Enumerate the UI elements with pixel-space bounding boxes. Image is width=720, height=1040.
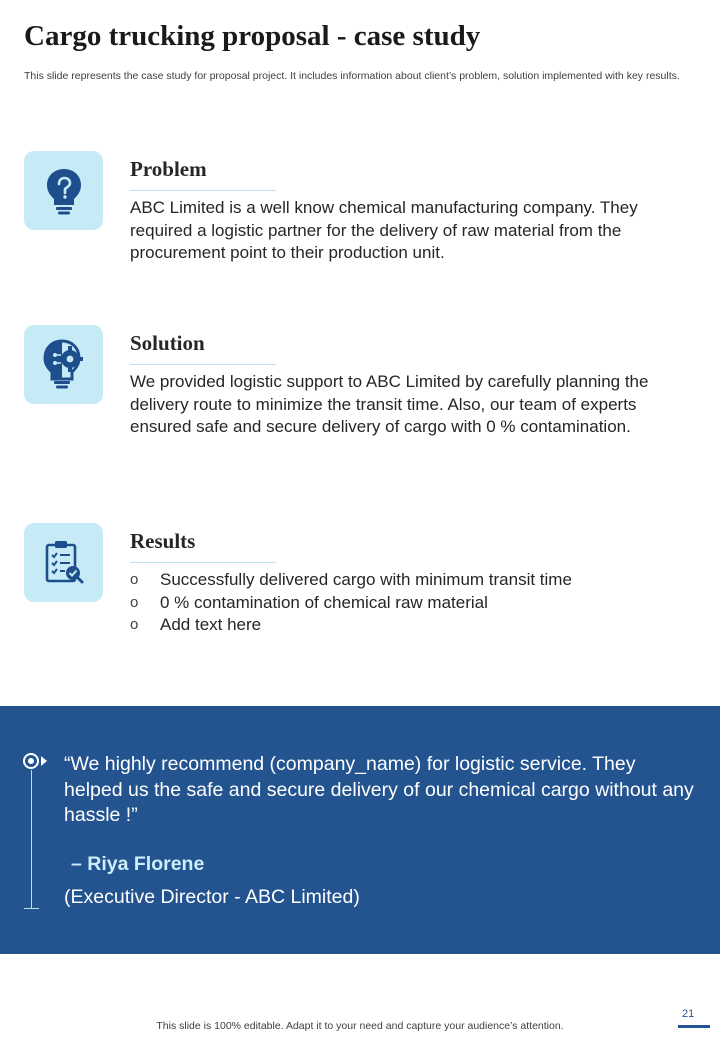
problem-heading: Problem [130, 157, 207, 181]
lightbulb-gear-icon [41, 337, 87, 393]
list-item [130, 569, 572, 592]
brain-question-icon [42, 165, 86, 217]
list-item-text: Successfully delivered cargo with minimum transit time [160, 570, 572, 589]
clipboard-check-icon [43, 539, 85, 587]
results-list [130, 569, 572, 637]
testimonial-panel [0, 706, 720, 954]
results-heading: Results [130, 529, 196, 553]
testimonial-quote: “We highly recommend (company_name) for logistic service. They helped us the safe and secure delivery of our chemical cargo without any hassle !” [64, 753, 694, 826]
footer-note: This slide is 100% editable. Adapt it to your need and capture your audience’s attention. [156, 1020, 564, 1032]
target-pointer-icon [22, 751, 52, 771]
list-item-text: 0 % contamination of chemical raw material [160, 592, 488, 612]
problem-text: ABC Limited is a well know chemical manufacturing company. They required a logistic partner for the delivery of raw material from the procurement point to their production unit. [130, 198, 638, 262]
results-icon-tile [24, 523, 103, 602]
testimonial-author: – Riya Florene [71, 853, 205, 875]
quote-line-base [24, 908, 39, 909]
list-item [130, 614, 572, 637]
page-subtitle: This slide represents the case study for proposal project. It includes information about client’s problem, solution implemented with key results. [24, 70, 680, 82]
bullet-marker: o [130, 571, 139, 588]
solution-text: We provided logistic support to ABC Limited by carefully planning the delivery route to minimize the transit time. Also, our team of experts ensured safe and secure delivery of cargo with 0 % contamination. [130, 372, 649, 436]
bullet-marker: o [130, 616, 139, 633]
results-divider [130, 562, 276, 563]
list-item-text: Add text here [160, 615, 262, 634]
solution-icon-tile [24, 325, 103, 404]
quote-vertical-line [31, 770, 32, 908]
problem-divider [130, 190, 276, 191]
solution-divider [130, 364, 276, 365]
testimonial-role: (Executive Director - ABC Limited) [64, 886, 360, 908]
solution-heading: Solution [130, 331, 205, 355]
problem-icon-tile [24, 151, 103, 230]
bullet-marker: o [130, 593, 139, 611]
list-item [130, 592, 572, 615]
page-title: Cargo trucking proposal - case study [24, 20, 481, 52]
page-number: 21 [682, 1008, 695, 1020]
